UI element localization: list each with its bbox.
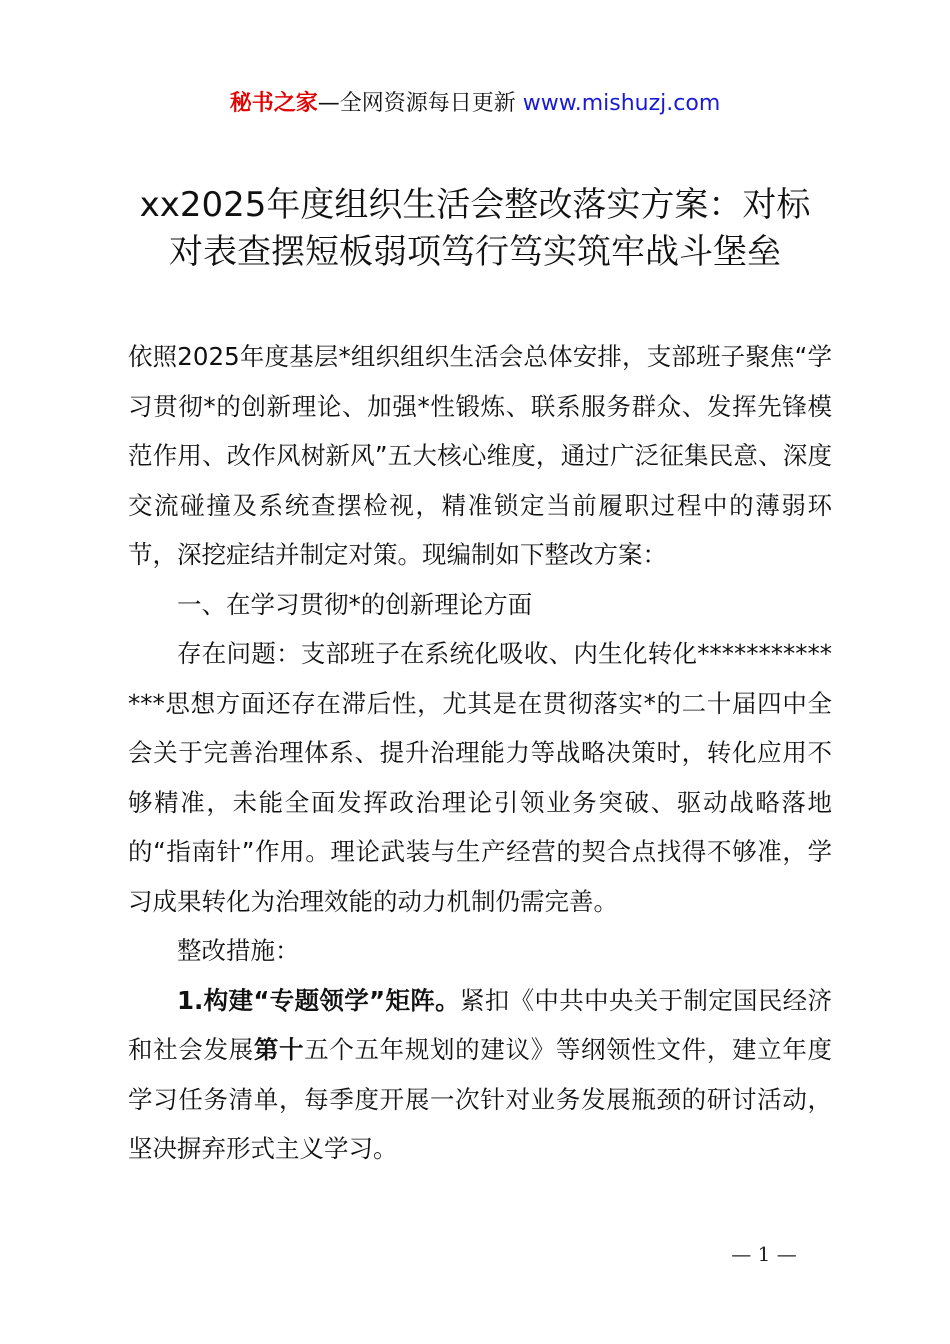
title-line-2: 对表查摆短板弱项笃行笃实筑牢战斗堡垒 bbox=[169, 232, 781, 272]
header-tagline: —全网资源每日更新 bbox=[317, 91, 523, 116]
measure-text-part2: 五个五年规划的建议》等纲领性文件，建立年度学习任务清单，每季度开展一次针对业务发展瓶颈的研讨活动，坚决摒弃形式主义学习。 bbox=[128, 1035, 833, 1163]
measure-title: 1.构建“专题领学”矩阵。 bbox=[177, 985, 460, 1015]
site-header bbox=[0, 88, 950, 120]
section-heading: 一、在学习贯彻*的创新理论方面 bbox=[177, 589, 533, 619]
document-title bbox=[100, 182, 850, 276]
brand-name: 秘书之家 bbox=[229, 91, 318, 116]
site-url-link[interactable]: www.mishuzj.com bbox=[522, 91, 721, 116]
page-number: — 1 — bbox=[731, 1242, 797, 1266]
problem-paragraph: 存在问题：支部班子在系统化吸收、内生化转化**************思想方面还存在滞后性，尤其是在贯彻落实*的二十届四中全会关于完善治理体系、提升治理能力等战略决策时，转化应用不够精准，未能全面发挥政治理论引领业务突破、驱动战略落地的“指南针”作用。理论武装与生产经营的契合点找得不够准，学习成果转化为治理效能的动力机制仍需完善。 bbox=[128, 639, 832, 916]
intro-paragraph: 依照2025年度基层*组织组织生活会总体安排，支部班子聚焦“学习贯彻*的创新理论、加强*性锻炼、联系服务群众、发挥先锋模范作用、改作风树新风”五大核心维度，通过广泛征集民意、深度交流碰撞及系统查摆检视，精准锁定当前履职过程中的薄弱环节，深挖症结并制定对策。现编制如下整改方案： bbox=[128, 342, 832, 569]
measures-label: 整改措施： bbox=[177, 936, 300, 965]
measure-text-part1: 紧扣《中共中央关于制定国民经济和社会发展 bbox=[128, 985, 832, 1064]
measure-emphasis: 第十 bbox=[253, 1035, 305, 1064]
title-line-1: xx2025年度组织生活会整改落实方案：对标 bbox=[139, 185, 811, 225]
document-body bbox=[128, 332, 832, 1174]
measure-paragraph bbox=[128, 976, 832, 1174]
